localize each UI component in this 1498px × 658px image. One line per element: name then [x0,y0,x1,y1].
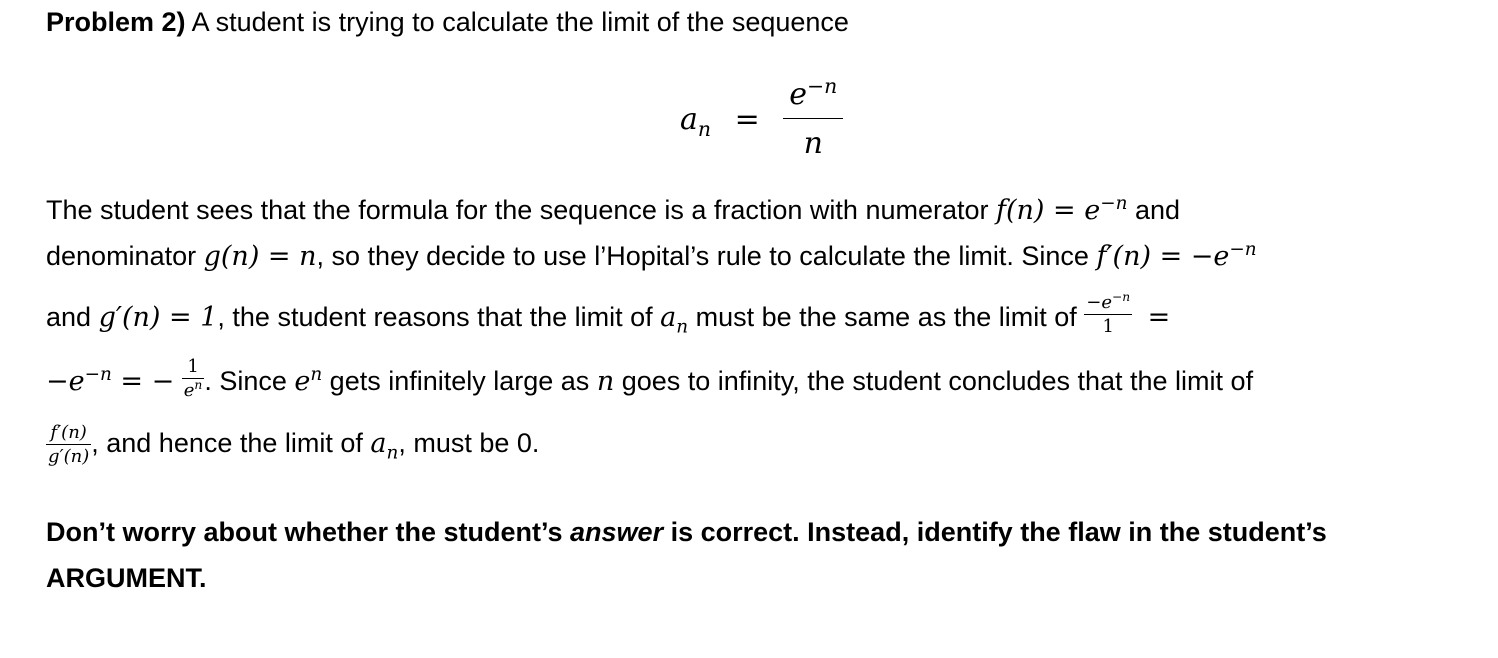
instruction-emphasis: answer [570,517,664,547]
fraction-numerator: f′(n) [46,424,91,445]
body-text: The student sees that the formula for the sequence is a fraction with numerator [46,195,997,225]
inline-fraction [1084,290,1132,337]
body-text: , so they decide to use l’Hopital’s rule to calculate the limit. Since [316,241,1097,271]
math-gprime: g′(n) = 1 [98,302,218,334]
math-gn: g(n) = n [203,241,317,272]
body-line-5 [46,424,539,466]
fraction-numerator: 1 [182,358,205,379]
instruction-text: Don’t worry about whether the student’s [46,517,571,547]
ratio-fraction [46,424,91,466]
math-exp: −n [84,364,112,386]
inline-fraction [182,358,205,400]
math-fprime: f′(n) = −e [1096,241,1230,272]
body-text: and [46,302,99,333]
body-text: and [1127,195,1181,225]
math-fn: f(n) = e [996,195,1101,226]
instruction-text: is correct. Instead, identify the flaw in the student’s [663,517,1327,547]
math-e: e [294,366,311,398]
body-text: gets infinitely large as [322,366,597,397]
fraction-denominator: g′(n) [48,446,90,467]
body-text: goes to infinity, the student concludes that the limit of [614,366,1254,397]
body-line-3 [46,290,1171,340]
equals-sign: = [1147,302,1171,334]
body-text: denominator [46,241,204,271]
body-text: . Since [204,366,295,397]
fraction-numerator: $e^{-n}$ [783,80,843,119]
math-exp: −n [1229,239,1257,260]
body-line-4 [46,356,1254,404]
body-text: , the student reasons that the limit of [217,302,661,333]
math-n: n [596,366,615,398]
problem-intro: A student is trying to calculate the limit of the sequence [191,7,849,37]
body-text: , must be 0. [398,428,540,459]
equation-fraction [783,74,843,161]
fraction-denominator: $e^n$ [183,378,203,401]
math-neg-e: −e [46,366,85,398]
body-text: must be the same as the limit of [688,302,1085,333]
equation-lhs: $a_n$ [680,102,712,141]
math-an: $a_n$ [370,428,399,464]
math-exp: −n [1100,193,1128,214]
problem-heading [46,6,849,38]
body-text: , and hence the limit of [91,428,371,459]
math-exp: n [310,364,323,386]
fraction-numerator: $-e^{-n}$ [1086,290,1131,313]
fraction-denominator: n [803,126,823,161]
equals-sign: = [734,102,760,137]
fraction-denominator: 1 [1102,316,1114,337]
instruction-text: ARGUMENT. [46,563,207,593]
instruction-line-2 [46,562,207,594]
problem-label: Problem 2) [46,7,186,37]
body-line-2 [46,240,1257,273]
display-equation [680,74,843,161]
math-equals-neg: = − [111,366,175,398]
instruction-line-1 [46,516,1327,548]
body-line-1 [46,194,1180,227]
math-an: $a_n$ [660,302,689,338]
